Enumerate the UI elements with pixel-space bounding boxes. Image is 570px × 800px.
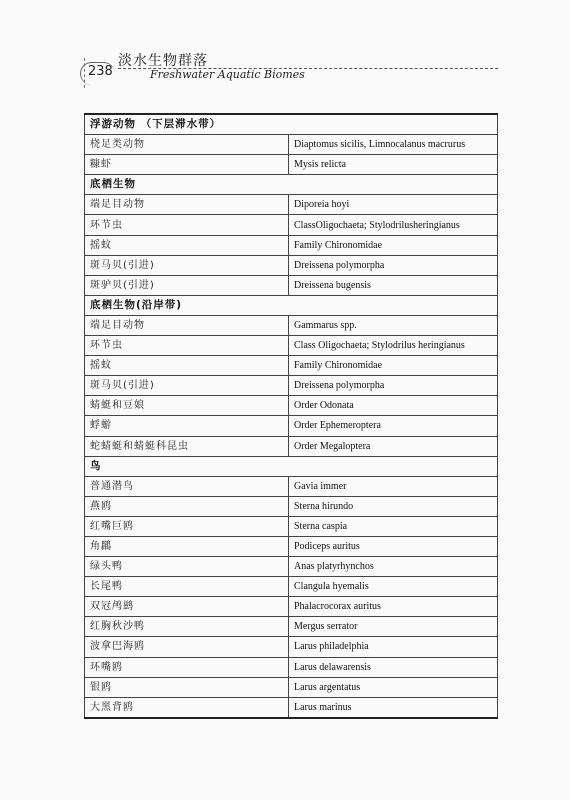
section-header-row — [85, 175, 498, 195]
scientific-name-cell — [289, 135, 498, 155]
common-name-cell: 摇蚊 — [85, 356, 289, 376]
scientific-name-text: Mergus serrator — [294, 621, 358, 633]
table-row — [85, 577, 498, 597]
species-table-body — [85, 114, 498, 718]
scientific-name-cell — [289, 557, 498, 577]
common-name-cell: 绿头鸭 — [85, 557, 289, 577]
common-name-cell: 红胸秋沙鸭 — [85, 617, 289, 637]
scientific-name-cell — [289, 155, 498, 175]
scientific-name-text: Larus philadelphia — [294, 641, 369, 653]
common-name-cell: 蜻蜓和豆娘 — [85, 396, 289, 416]
table-row — [85, 476, 498, 496]
common-name-cell: 大黑背鸥 — [85, 697, 289, 718]
common-name-cell: 银鸥 — [85, 677, 289, 697]
common-name-cell: 普通潜鸟 — [85, 476, 289, 496]
table-row — [85, 376, 498, 396]
scientific-name-text: Mysis relicta — [294, 159, 346, 171]
table-row — [85, 315, 498, 335]
scientific-name-text: Larus argentatus — [294, 681, 361, 693]
table-row — [85, 416, 498, 436]
table-row — [85, 235, 498, 255]
table-row — [85, 657, 498, 677]
scientific-name-text: Phalacrocorax auritus — [294, 601, 381, 613]
scientific-name-cell — [289, 516, 498, 536]
section-header-row — [85, 114, 498, 135]
taxon-text: Family Chironomidae — [294, 360, 383, 372]
scientific-name-text: Larus marinus — [294, 701, 352, 713]
common-name-cell: 红嘴巨鸥 — [85, 516, 289, 536]
scientific-name-cell — [289, 356, 498, 376]
scientific-name-text: Anas platyrhynchos — [294, 561, 374, 573]
table-row — [85, 436, 498, 456]
scientific-name-text: Podiceps auritus — [294, 541, 360, 553]
page-header — [0, 0, 570, 110]
scientific-name-cell — [289, 436, 498, 456]
scientific-name-text: Dreissena polymorpha — [294, 259, 385, 271]
taxon-text: Order Megaloptera — [294, 440, 371, 452]
scientific-name-cell — [289, 215, 498, 235]
table-row — [85, 557, 498, 577]
scientific-name-cell — [289, 617, 498, 637]
scientific-name-cell — [289, 336, 498, 356]
common-name-cell: 桡足类动物 — [85, 135, 289, 155]
table-row — [85, 336, 498, 356]
scientific-name-text: Clangula hyemalis — [294, 581, 369, 593]
scientific-name-text: Sterna hirundo — [294, 500, 354, 512]
scientific-name-text: Dreissena bugensis — [294, 279, 371, 291]
scientific-name-cell — [289, 255, 498, 275]
scientific-name-text: Sterna caspia — [294, 520, 348, 532]
common-name-cell: 双冠鸬鹚 — [85, 597, 289, 617]
table-row — [85, 536, 498, 556]
scientific-name-text: Larus delawarensis — [294, 661, 371, 673]
header-side-rule — [84, 58, 86, 88]
section-label: 底栖生物(沿岸带) — [85, 295, 498, 315]
scientific-name-cell — [289, 416, 498, 436]
taxon-text: Family Chironomidae — [294, 239, 383, 251]
common-name-cell: 波拿巴海鸥 — [85, 637, 289, 657]
scientific-name-cell — [289, 657, 498, 677]
scientific-name-cell — [289, 496, 498, 516]
scientific-name-cell — [289, 476, 498, 496]
scientific-name-cell — [289, 536, 498, 556]
section-label: 底栖生物 — [85, 175, 498, 195]
common-name-cell: 环节虫 — [85, 336, 289, 356]
common-name-cell: 斑驴贝(引进) — [85, 275, 289, 295]
common-name-cell: 端足目动物 — [85, 315, 289, 335]
table-row — [85, 275, 498, 295]
scientific-name-text: Dreissena polymorpha — [294, 380, 385, 392]
table-row — [85, 516, 498, 536]
common-name-cell: 环节虫 — [85, 215, 289, 235]
common-name-cell: 蜉蝣 — [85, 416, 289, 436]
book-title-chinese: 淡水生物群落 — [118, 53, 208, 69]
common-name-cell: 长尾鸭 — [85, 577, 289, 597]
taxon-text: Class Oligochaeta; — [294, 340, 372, 352]
table-row — [85, 677, 498, 697]
table-row — [85, 496, 498, 516]
book-title-english: Freshwater Aquatic Biomes — [150, 68, 305, 81]
scientific-name-text: Gavia immer — [294, 480, 347, 492]
section-header-row — [85, 295, 498, 315]
taxon-text: ClassOligochaeta; — [294, 219, 370, 231]
page-number: 238 — [88, 64, 113, 79]
scientific-name-cell — [289, 275, 498, 295]
taxon-text: , — [363, 139, 369, 151]
scientific-name-cell — [289, 637, 498, 657]
scientific-name-text: Diporeia hoyi — [294, 199, 350, 211]
common-name-cell: 糠虾 — [85, 155, 289, 175]
common-name-cell: 端足目动物 — [85, 195, 289, 215]
common-name-cell: 蛇蜻蜓和蜻蜓科昆虫 — [85, 436, 289, 456]
scientific-name-cell — [289, 235, 498, 255]
taxon-text: Order Ephemeroptera — [294, 420, 381, 432]
table-row — [85, 396, 498, 416]
table-row — [85, 255, 498, 275]
common-name-cell: 燕鸥 — [85, 496, 289, 516]
taxon-text: Order Odonata — [294, 400, 354, 412]
table-row — [85, 155, 498, 175]
scientific-name-text: Limnocalanus macrurus — [368, 139, 466, 151]
common-name-cell: 摇蚊 — [85, 235, 289, 255]
table-row — [85, 356, 498, 376]
scientific-name-text: Stylodrilus heringianus — [371, 340, 465, 352]
table-row — [85, 195, 498, 215]
table-row — [85, 597, 498, 617]
common-name-cell: 斑马贝(引进) — [85, 376, 289, 396]
scientific-name-cell — [289, 315, 498, 335]
scientific-name-cell — [289, 376, 498, 396]
table-row — [85, 135, 498, 155]
table-row — [85, 215, 498, 235]
scientific-name-cell — [289, 396, 498, 416]
scientific-name-cell — [289, 677, 498, 697]
common-name-cell: 斑马贝(引进) — [85, 255, 289, 275]
scientific-name-text: Stylodrilusheringianus — [369, 219, 460, 231]
scientific-name-cell — [289, 697, 498, 718]
species-table — [84, 113, 498, 719]
section-header-row — [85, 456, 498, 476]
scientific-name-cell — [289, 195, 498, 215]
common-name-cell: 环嘴鸥 — [85, 657, 289, 677]
scientific-name-cell — [289, 597, 498, 617]
taxon-text: Gammarus spp. — [294, 319, 357, 331]
scientific-name-text: Diaptomus sicilis — [294, 139, 364, 151]
common-name-cell: 角鸊 — [85, 536, 289, 556]
scientific-name-cell — [289, 577, 498, 597]
table-row — [85, 617, 498, 637]
table-row — [85, 697, 498, 718]
section-label: 浮游动物 （下层滞水带） — [85, 114, 498, 135]
table-row — [85, 637, 498, 657]
section-label: 鸟 — [85, 456, 498, 476]
